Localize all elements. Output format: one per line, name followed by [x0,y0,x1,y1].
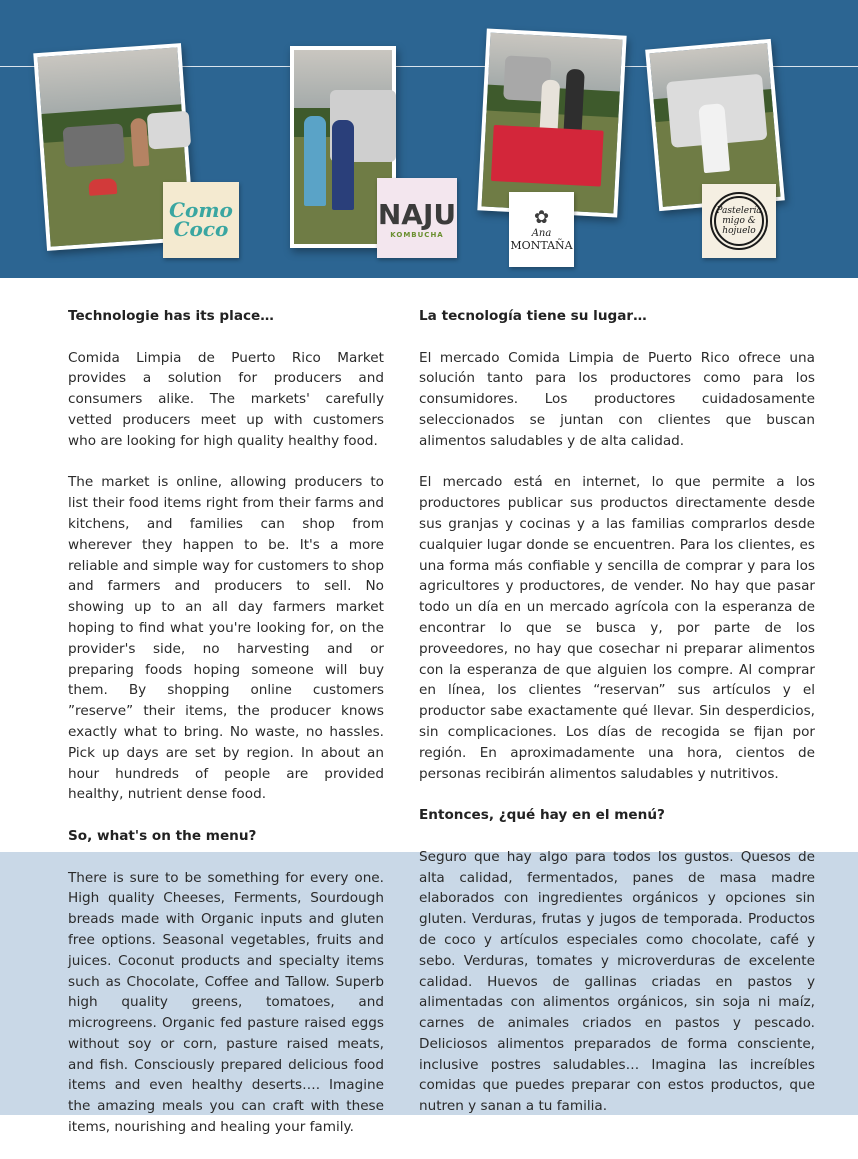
photo-banner [0,0,858,278]
english-heading: Technologie has its place… [68,308,274,324]
naju-subtext: KOMBUCHA [390,230,444,239]
english-paragraph-3: There is sure to be something for every one. High quality Cheeses, Ferments, Sourdough breads made with Organic inputs and gluten free options. Seasonal vegetables, fruits and juices. Coconut products and specialty items such as Chocolate, Coffee and Tallow. Superb high quality greens, tomatoes, and microgreens. Organic fed pasture raised eggs without soy or corn, pasture raised meats, and fish. Consciously prepared delicious food items and even healthy deserts…. Imagine the amazing meals you can craft with these items, nourishing and healing your family. [68,869,384,1136]
english-column [68,306,384,1159]
spanish-paragraph-3: Seguro que hay algo para todos los gustos. Quesos de alta calidad, fermentados, panes de masa madre elaborados con ingredientes orgánicos y opciones sin gluten. Verduras, frutas y jugos de temporada. Productos de coco y artículos especiales como chocolate, café y sebo. Verduras, tomates y microverduras de excelente calidad. Huevos de gallinas criadas en pastos y alimentadas con alimentos orgánicos, sin soja ni maíz, carnes de animales criados en pastos y pescado. Deliciosos alimentos preparados de forma consciente, inclusive postres saludables… Imagina las increíbles comidas que puedes preparar con estos productos, que nutren y sanan a tu familia. [419,848,815,1115]
ana-montana-logo [509,192,574,267]
spanish-menu-heading: Entonces, ¿qué hay en el menú? [419,807,665,824]
spanish-paragraph-2: El mercado está en internet, lo que permite a los productores publicar sus productos directamente desde sus granjas y cocinas y a las familias comprarlos desde cualquier lugar donde se encuentren. Para los clientes, es una forma más confiable y sencilla de comprar y para los agricultores y productores, de vender. No hay que pasar todo un día en un mercado agrícola con la esperanza de encontrar lo que se busca y, por parte de los proveedores, no hay que cosechar ni preparar alimentos con la esperanza de que alguien los compre. Al comprar en línea, los clientes “reservan” sus artículos y el productor sabe exactamente qué llevar. Sin desperdicios, sin complicaciones. Los días de recogida se fijan por región. En aproximadamente una hora, cientos de personas recibirán alimentos saludables y nutritivos. [419,474,815,782]
spanish-heading: La tecnología tiene su lugar… [419,308,647,324]
naju-kombucha-logo [377,178,457,258]
como-coco-text: Como Coco [169,198,233,241]
vendor-photo-ana-montana [477,28,626,217]
migo-hojuelo-logo [702,184,776,258]
spiral-emblem-icon [710,192,768,250]
ana-montana-text: MONTAÑA [510,239,573,252]
como-coco-logo [163,182,239,258]
spanish-paragraph-1: El mercado Comida Limpia de Puerto Rico ofrece una solución tanto para los productores como para los consumidores. Los productores cuidadosamente seleccionados se juntan con clientes que buscan alimentos saludables y de alta calidad. [419,349,815,449]
english-menu-heading: So, what's on the menu? [68,827,257,844]
english-paragraph-1: Comida Limpia de Puerto Rico Market provides a solution for producers and consumers alike. The markets' carefully vetted producers meet up with customers who are looking for high quality healthy food. [68,349,384,449]
english-paragraph-2: The market is online, allowing producers to list their food items right from their farms and kitchens, and families can shop from wherever they happen to be. It's a more reliable and simple way for customers to shop and farmers and producers to sell. No showing up to an all day farmers market hoping to find what you're looking for, on the provider's side, no harvesting and or preparing foods hoping someone will buy them. By shopping online customers ”reserve” their items, the producer knows exactly what to bring. No waste, no hassles. Pick up days are set by region. In about an hour hundreds of people are provided healthy, nutrient dense food. [68,474,384,803]
naju-text: NAJU [377,197,457,231]
migo-text: Pastelería migo & hojuelo [716,206,762,236]
ana-montana-script: Ana [531,228,552,239]
spanish-column [419,306,815,1138]
tree-icon: ✿ [533,207,550,228]
